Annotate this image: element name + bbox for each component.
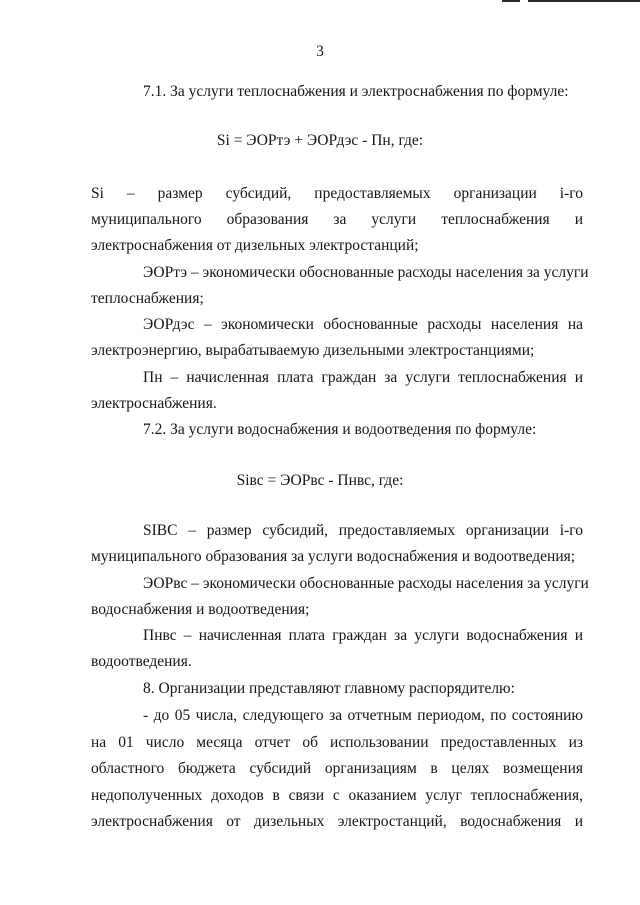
def-sibc-line-1: SIВС – размер субсидий, предоставляемых организации i-го xyxy=(143,522,583,539)
formula-1: Si = ЭОРтэ + ЭОРдэс - Пн, где: xyxy=(216,132,424,149)
def-pn-line-1: Пн – начисленная плата граждан за услуги теплоснабжения и xyxy=(143,369,583,386)
formula-2: Siвс = ЭОРвс - Пнвс, где: xyxy=(236,472,404,489)
scan-edge-mark xyxy=(502,0,640,3)
section-8-para-line-3: областного бюджета субсидий организациям в целях возмещения xyxy=(91,760,583,777)
page-number: 3 xyxy=(316,43,324,60)
def-pnvs-line-2: водоотведения. xyxy=(91,653,192,670)
def-eorvs-line-2: водоснабжения и водоотведения; xyxy=(91,601,310,618)
def-pn-line-2: электроснабжения. xyxy=(91,395,217,412)
section-8-heading: 8. Организации представляют главному распорядителю: xyxy=(143,680,515,697)
def-eorvs-line-1: ЭОРвс – экономически обоснованные расходы населения за услуги xyxy=(143,575,589,592)
section-8-para-line-4: недополученных доходов в связи с оказанием услуг теплоснабжения, xyxy=(91,787,583,804)
def-pnvs-line-1: Пнвс – начисленная плата граждан за услуги водоснабжения и xyxy=(143,627,583,644)
section-8-para-line-2: на 01 число месяца отчет об использовании предоставленных из xyxy=(91,734,583,751)
def-eordes-line-2: электроэнергию, вырабатываемую дизельными электростанциями; xyxy=(91,342,535,359)
section-7-1-heading: 7.1. За услуги теплоснабжения и электроснабжения по формуле: xyxy=(143,83,569,100)
def-si-line-3: электроснабжения от дизельных электростанций; xyxy=(91,237,419,254)
section-8-para-line-5: электроснабжения от дизельных электростанций, водоснабжения и xyxy=(91,813,583,830)
def-eorte-line-2: теплоснабжения; xyxy=(91,290,204,307)
def-eorte-line-1: ЭОРтэ – экономически обоснованные расходы населения за услуги xyxy=(143,264,589,281)
def-si-line-1: Si – размер субсидий, предоставляемых организации i-го xyxy=(91,185,583,202)
def-sibc-line-2: муниципального образования за услуги водоснабжения и водоотведения; xyxy=(91,548,576,565)
def-si-line-2: муниципального образования за услуги теплоснабжения и xyxy=(91,211,583,228)
def-eordes-line-1: ЭОРдэс – экономически обоснованные расходы населения на xyxy=(143,316,583,333)
section-7-2-heading: 7.2. За услуги водоснабжения и водоотведения по формуле: xyxy=(143,421,537,438)
section-8-para-line-1: - до 05 числа, следующего за отчетным периодом, по состоянию xyxy=(143,707,583,724)
